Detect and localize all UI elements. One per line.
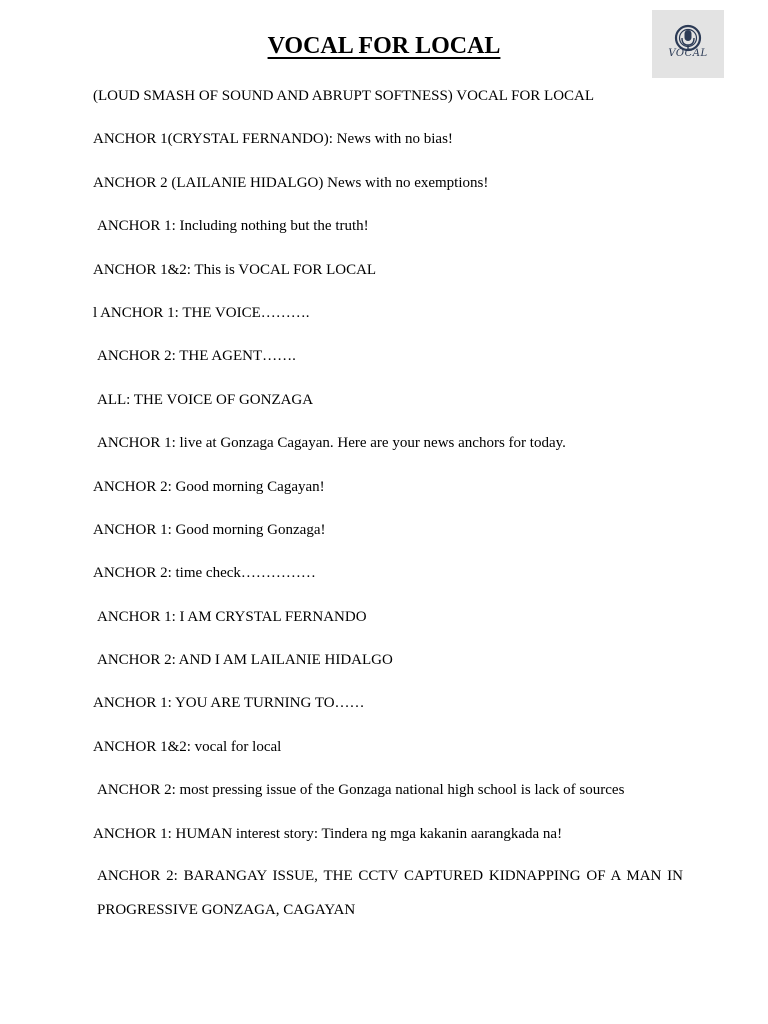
script-line: ANCHOR 1: I AM CRYSTAL FERNANDO — [97, 608, 367, 625]
script-line: ANCHOR 2: THE AGENT……. — [97, 348, 296, 365]
script-line: l ANCHOR 1: THE VOICE………. — [93, 304, 310, 321]
script-line: ANCHOR 1: Including nothing but the truth! — [97, 218, 369, 235]
script-line: ANCHOR 2: most pressing issue of the Gonzaga national high school is lack of sources — [97, 782, 625, 799]
script-line: ANCHOR 2: Good morning Cagayan! — [93, 478, 325, 495]
script-line: ANCHOR 1: HUMAN interest story: Tindera ng mga kakanin aarangkada na! — [93, 825, 563, 842]
script-line: (LOUD SMASH OF SOUND AND ABRUPT SOFTNESS) VOCAL FOR LOCAL — [93, 88, 595, 104]
document-title-text: VOCAL FOR LOCAL — [267, 33, 501, 59]
script-line: ANCHOR 2: BARANGAY ISSUE, THE CCTV CAPTURED KIDNAPPING OF A MAN IN PROGRESSIVE GONZAGA, CAGAYAN — [97, 868, 683, 919]
script-line: ANCHOR 1(CRYSTAL FERNANDO): News with no bias! — [93, 131, 453, 148]
logo-text: VOCAL — [668, 48, 708, 59]
script-line: ANCHOR 1: YOU ARE TURNING TO…… — [93, 695, 365, 712]
vocal-logo — [652, 10, 724, 78]
script-lines — [93, 86, 683, 950]
script-line: ALL: THE VOICE OF GONZAGA — [97, 391, 314, 408]
script-line: ANCHOR 1: Good morning Gonzaga! — [93, 521, 326, 538]
script-line: ANCHOR 2: AND I AM LAILANIE HIDALGO — [97, 652, 393, 669]
script-line: ANCHOR 1&2: This is VOCAL FOR LOCAL — [93, 261, 377, 278]
script-line: ANCHOR 1&2: vocal for local — [93, 738, 282, 755]
script-line: ANCHOR 2 (LAILANIE HIDALGO) News with no exemptions! — [93, 174, 489, 191]
script-line: ANCHOR 1: live at Gonzaga Cagayan. Here are your news anchors for today. — [97, 435, 566, 452]
script-line: ANCHOR 2: time check…………… — [93, 565, 316, 582]
